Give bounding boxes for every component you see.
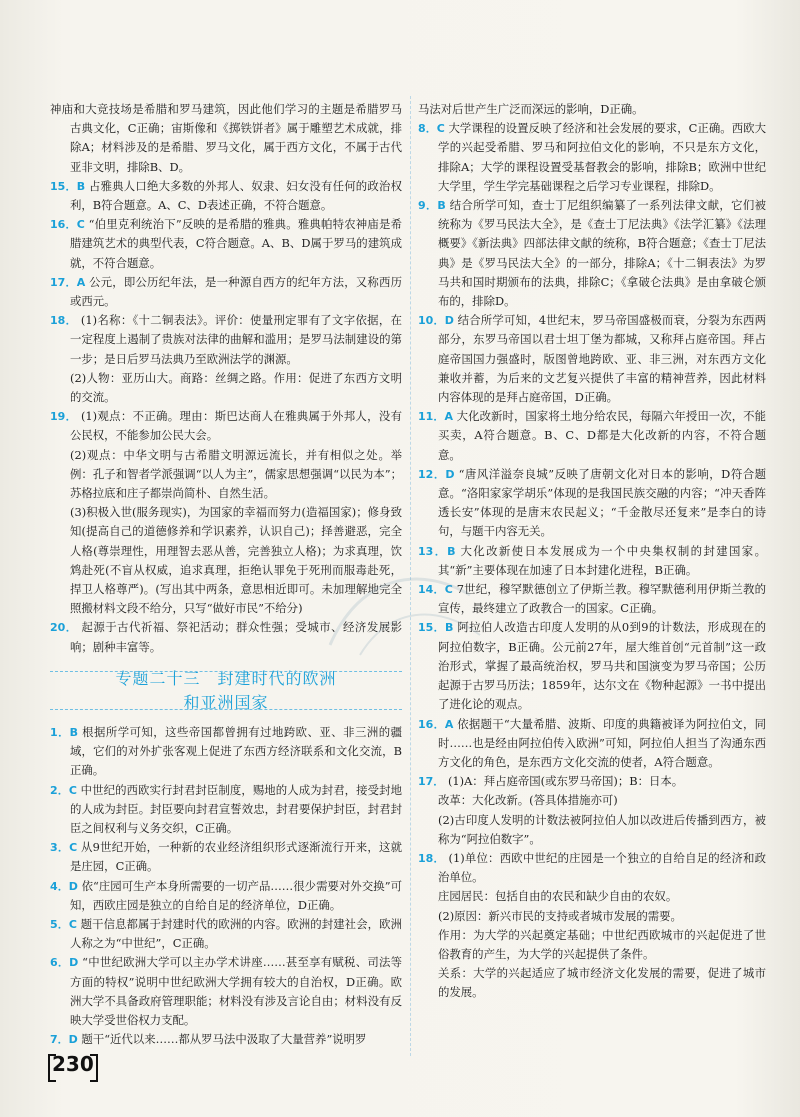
answer-number: 1．B xyxy=(50,725,78,739)
answer-item xyxy=(50,177,402,215)
answer-text: (2)人物：亚历山大。商路：丝绸之路。作用：促进了东西方文明的交流。 xyxy=(70,370,402,405)
answer-text: 大学课程的设置反映了经济和社会发展的要求，C正确。西欧大学的兴起受希腊、罗马和阿拉伯文化的影响，不只是东方文化，排除A；大学的课程设置受基督教会的影响，排除B；欧洲中世纪大学里，学生学完基础课程之后学习专业课程，排除D。 xyxy=(438,121,767,193)
answer-item xyxy=(418,715,766,773)
answer-item xyxy=(50,446,402,504)
answer-text: (1)A：拜占庭帝国(或东罗马帝国)；B：日本。 xyxy=(447,774,684,789)
answer-item xyxy=(418,119,766,196)
answer-number: 18． xyxy=(50,314,77,328)
answer-number: 15．B xyxy=(418,621,454,635)
answer-item xyxy=(50,100,402,177)
answer-number: 17．A xyxy=(50,275,86,289)
answer-number: 16．C xyxy=(50,218,85,232)
answer-text: (1)观点：不正确。理由：斯巴达商人在雅典属于外邦人，没有公民权，不能参加公民大会。 xyxy=(70,409,403,443)
answer-text: (3)积极入世(服务现实)，为国家的幸福而努力(造福国家)；修身致知(提高自己的道德修养和学识素养，认识自己)；择善避恶，完全人格(尊崇理性，用理智去恶从善，完善独立人格)；为求真理，饮鸩赴死(不盲从权威，追求真理，拒绝认罪免于死刑而服毒赴死，捍卫人格尊严)。(写出其中两条，意思相近即可。未加理解地完全照搬材料文段不给分，只写“做好市民”不给分) xyxy=(70,505,402,616)
answer-number: 18． xyxy=(418,851,445,865)
answer-text: 占雅典人口绝大多数的外邦人、奴隶、妇女没有任何的政治权利，B符合题意。A、C、D表述正确，不符合题意。 xyxy=(70,178,402,213)
answer-text: (2)古印度人发明的计数法被阿拉伯人加以改进后传播到西方，被称为“阿拉伯数字”。 xyxy=(438,812,766,846)
answer-text: “中世纪欧洲大学可以主办学术讲座……甚至享有赋税、司法等方面的特权”说明中世纪欧洲大学拥有较大的自治权，D正确。欧洲大学不具备政府管理职能；材料没有涉及言论自由；材料没有反映大学受世俗权力支配。 xyxy=(70,955,403,1027)
answer-item xyxy=(50,915,402,953)
answer-text: 作用：为大学的兴起奠定基础；中世纪西欧城市的兴起促进了世俗教育的产生，为大学的兴起提供了条件。 xyxy=(438,927,766,961)
answer-text: “伯里克利统治下”反映的是希腊的雅典。雅典帕特农神庙是希腊建筑艺术的典型代表，C符合题意。A、B、D属于罗马的建筑成就，不符合题意。 xyxy=(70,217,402,270)
answer-text: 神庙和大竞技场是希腊和罗马建筑，因此他们学习的主题是希腊罗马古典文化，C正确；宙斯像和《掷铁饼者》属于雕塑艺术成就，排除A；材料涉及的是希腊、罗马文化，属于西方文化，不属于古代亚非文明，排除B、D。 xyxy=(50,102,402,174)
answer-number: 2．C xyxy=(50,783,77,797)
answer-text: 关系：大学的兴起适应了城市经济文化发展的需要，促进了城市的发展。 xyxy=(438,966,766,1000)
answer-item xyxy=(418,311,766,407)
answer-item xyxy=(418,907,766,926)
answer-item xyxy=(50,369,402,407)
answer-item xyxy=(50,273,402,311)
answer-number: 8．C xyxy=(418,122,445,136)
answer-number: 20． xyxy=(50,621,78,635)
answer-text: 题干信息都属于封建时代的欧洲的内容。欧洲的封建社会，欧洲人称之为“中世纪”，C正确。 xyxy=(70,916,402,951)
answer-text: 结合所学可知，4世纪末，罗马帝国盛极而衰，分裂为东西两部分，东罗马帝国以君士坦丁堡为都城，又称拜占庭帝国。拜占庭帝国国力强盛时，版图曾地跨欧、亚、非三洲，对东西方文化兼收并蓄，为后来的文艺复兴提供了丰富的精神营养，因此材料内容体现的是拜占庭帝国，D正确。 xyxy=(438,313,766,405)
answer-text: 大化改新时，国家将土地分给农民，每隔六年授田一次，不能买卖，A符合题意。B、C、D都是大化改新的内容，不符合题意。 xyxy=(438,409,766,462)
answer-text: (2)观点：中华文明与古希腊文明源远流长，并有相似之处。举例：孔子和智者学派强调“以人为主”，儒家思想强调“以民为本”；苏格拉底和庄子都崇尚简朴、自然生活。 xyxy=(70,447,402,501)
answer-item xyxy=(50,877,402,915)
answer-item xyxy=(418,100,766,119)
answer-item xyxy=(418,407,766,465)
answer-item xyxy=(50,723,402,781)
answer-text: (2)原因：新兴市民的支持或者城市发展的需要。 xyxy=(438,908,682,923)
answer-item xyxy=(418,926,766,964)
answer-item xyxy=(418,811,766,849)
section-title-line2: 和亚洲国家 xyxy=(183,692,269,712)
answer-text: 马法对后世产生广泛而深远的影响，D正确。 xyxy=(418,102,644,116)
answer-item xyxy=(418,887,766,906)
answer-number: 3．C xyxy=(50,841,78,855)
answer-number: 11．A xyxy=(418,410,453,424)
answer-text: (1)名称：《十二铜表法》。评价：使量刑定罪有了文字依据，在一定程度上遏制了贵族对法律的曲解和滥用；是罗马法制建设的第一步；是日后罗马法典乃至欧洲法学的渊源。 xyxy=(70,313,402,366)
answer-number: 6．D xyxy=(50,956,79,970)
answer-item xyxy=(50,838,402,876)
answer-text: 从9世纪开始，一种新的农业经济组织形式逐渐流行开来，这就是庄园，C正确。 xyxy=(70,840,403,874)
right-column xyxy=(418,100,766,1003)
answer-item xyxy=(50,407,402,445)
answer-number: 17． xyxy=(418,775,445,789)
answer-text: 题干“近代以来……都从罗马法中汲取了大量营养”说明罗 xyxy=(81,1032,367,1047)
answer-text: “唐风洋溢奈良城”反映了唐朝文化对日本的影响，D符合题意。“洛阳家家学胡乐”体现的是我国民族交融的内容；“冲天香阵透长安”体现的是唐末农民起义；“千金散尽还复来”是李白的诗句，与题干内容无关。 xyxy=(438,466,767,539)
watermark-logo xyxy=(300,555,500,675)
answer-text: 阿拉伯人改造古印度人发明的从0到9的计数法，形成现在的阿拉伯数字，B正确。公元前27年，屋大维首创“元首制”这一政治形式，掌握了最高统治权，罗马共和国演变为罗马帝国；公历起源于古罗马历法；1859年，达尔文在《物种起源》一书中提出了进化论的观点。 xyxy=(438,620,766,712)
answer-number: 19． xyxy=(50,410,77,424)
answer-text: 依“庄园可生产本身所需要的一切产品……很少需要对外交换”可知，西欧庄园是独立的自给自足的经济单位，D正确。 xyxy=(70,878,402,912)
answer-item xyxy=(418,849,766,887)
left-answers-bottom xyxy=(50,723,402,1049)
answer-text: 根据所学可知，这些帝国都曾拥有过地跨欧、亚、非三洲的疆域，它们的对外扩张客观上促进了东西方经济联系和文化交流，B正确。 xyxy=(70,724,402,778)
section-title-line1: 专题二十三 封建时代的欧洲 xyxy=(115,668,337,688)
section-dash-bottom xyxy=(50,709,402,711)
answer-number: 14．C xyxy=(418,583,453,597)
answer-item xyxy=(418,964,766,1002)
answer-number: 15．B xyxy=(50,179,86,193)
answer-text: 起源于古代祈福、祭祀活动；群众性强；受城市、经济发展影响；剧种丰富等。 xyxy=(70,620,402,654)
answer-number: 16．A xyxy=(418,717,454,731)
answer-item xyxy=(50,781,402,839)
answer-text: 中世纪的西欧实行封君封臣制度，赐地的人成为封君，接受封地的人成为封臣。封臣要向封君宣誓效忠，封君要保护封臣，封君封臣之间权利与义务交织，C正确。 xyxy=(70,782,402,835)
answer-item xyxy=(418,791,766,810)
answer-text: 公元，即公历纪年法，是一种源自西方的纪年方法，又称西历或西元。 xyxy=(70,274,402,309)
answer-text: 大化改新使日本发展成为一个中央集权制的封建国家。其“新”主要体现在加速了日本封建化进程，B正确。 xyxy=(438,543,766,577)
right-answers xyxy=(418,100,766,1003)
answer-item xyxy=(418,465,766,542)
page-number: 230 xyxy=(48,1052,98,1076)
answer-text: 结合所学可知，查士丁尼组织编纂了一系列法律文献，它们被统称为《罗马民法大全》，是《查士丁尼法典》《法学汇纂》《法理概要》《新法典》四部法律文献的统称，B符合题意；《查士丁尼法典》是《罗马民法大全》的一部分，排除A；《十二铜表法》为罗马共和国时期颁布的法典，排除C；《拿破仑法典》是由拿破仑颁布的，排除D。 xyxy=(438,198,766,309)
answer-number: 4．D xyxy=(50,879,78,893)
answer-number: 13．B xyxy=(418,544,456,558)
answer-text: 改革：大化改新。(答具体措施亦可) xyxy=(438,793,618,808)
answer-number: 10．D xyxy=(418,314,454,328)
answer-number: 5．C xyxy=(50,917,77,931)
answer-item xyxy=(50,1030,402,1049)
answer-text: (1)单位：西欧中世纪的庄园是一个独立的自给自足的经济和政治单位。 xyxy=(438,850,767,885)
answer-item xyxy=(50,311,402,369)
answer-item xyxy=(418,196,766,311)
answer-text: 庄园居民：包括自由的农民和缺少自由的农奴。 xyxy=(438,889,678,904)
answer-item xyxy=(50,215,402,273)
answer-number: 7．D xyxy=(50,1033,78,1047)
answer-item xyxy=(418,772,766,791)
answer-text: 依据题干“大量希腊、波斯、印度的典籍被译为阿拉伯文，同时……也是经由阿拉伯传入欧洲”可知，阿拉伯人担当了沟通东西方文化的角色，是东西方文化交流的使者，A符合题意。 xyxy=(438,716,766,769)
answer-number: 12．D xyxy=(418,467,455,481)
answer-number: 9．B xyxy=(418,199,446,213)
answer-item xyxy=(50,953,402,1030)
answer-text: 7世纪，穆罕默德创立了伊斯兰教。穆罕默德利用伊斯兰教的宣传，最终建立了政教合一的国家。C正确。 xyxy=(438,582,767,616)
